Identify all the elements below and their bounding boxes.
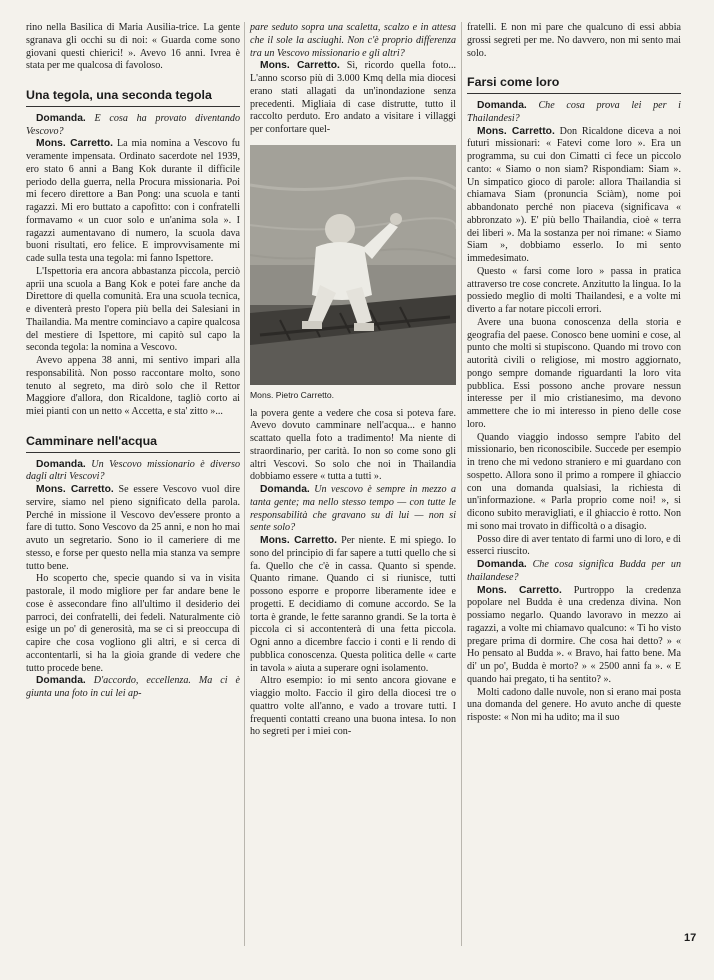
question-label: Domanda. bbox=[477, 559, 527, 570]
answer-label: Mons. Carretto. bbox=[260, 535, 338, 546]
paragraph: Ho scoperto che, specie quando si va in visita pastorale, il modo migliore per far andare bene le cose è assecondare fino all'ultimo il desiderio dei parroci, dei confratelli, dei fedeli. Naturalmente ciò esige un po' di generosità, ma se ci si preoccupa di capire che cosa vogliono gli altri, e si cerca di accontentarli, si ha la gioia grande di vedere che tutto procede bene. bbox=[26, 573, 240, 674]
paragraph: Avevo appena 38 anni, mi sentivo impari alla responsabilità. Non posso raccontare molto, sono tenuto al segreto, ma dirò solo che il Rettor Maggiore d'allora, don Ricaldone, tagliò corto ai miei pianti con un netto « Accetta, e sta' zitto »... bbox=[26, 355, 240, 417]
answer-text: Sì, ricordo quella foto... L'anno scorso più di 3.000 Kmq della mia diocesi erano stati allagati da un'inondazione senza precedenti. Migliaia di case distrutte, tutto il raccolto perduto. Ero andato a visitare i villaggi per confortare quel- bbox=[250, 60, 456, 135]
section-heading: Farsi come loro bbox=[467, 76, 681, 94]
column-divider bbox=[461, 22, 462, 946]
answer-text: Se essere Vescovo vuol dire servire, siamo nel pieno significato della parola. Perché in missione il Vescovo dev'essere pronto a fare di tutto. Sono Vescovo da 25 anni, e non ho mai avuto un segretario. Sono io il cameriere di me stesso, e forse per questo nella mia stanza va sempre tutto bene. bbox=[26, 484, 240, 572]
answer-text: Don Ricaldone diceva a noi futuri missionari: « Fatevi come loro ». Era un programma, su cui don Cimatti ci fece un piccolo canto: « Siamo o non siam? Rispondiam: Siam ». Un simpatico gioco di parole: allora Thailandia si chiamava Siam (pronuncia Sciàm), nome poi abbandonato perché non piaceva (significava « abbronzato »). E' più bello Thailandia, cioè « terra dei liberi ». Ma la sostanza per noi rimane: « Siamo Siam », dobbiamo esserlo. Io mi sento immedesimato. bbox=[467, 125, 681, 264]
paragraph: Altro esempio: io mi sento ancora giovane e viaggio molto. Faccio il giro della diocesi tre o quattro volte all'anno, e vado a trovare tutti. I frequenti contatti creano una buona intesa. Io non ho segreti per i miei con- bbox=[250, 675, 456, 738]
photo-caption: Mons. Pietro Carretto. bbox=[250, 389, 335, 400]
answer-label: Mons. Carretto. bbox=[36, 484, 114, 495]
answer bbox=[26, 138, 240, 266]
paragraph: fratelli. E non mi pare che qualcuno di essi abbia grossi segreti per me. No davvero, non mi sento mai solo. bbox=[467, 22, 681, 59]
answer-continued: la povera gente a vedere che cosa si poteva fare. Avevo dovuto camminare nell'acqua... e hanno scattato quella foto a tradimento! Ma niente di straordinario, per carità. Io non so come sono gli altri Vescovi. So solo che noi in Thailandia dobbiamo essere « tutta a tutti ». bbox=[250, 407, 456, 483]
paragraph: Posso dire di aver tentato di farmi uno di loro, e di esserci riuscito. bbox=[467, 533, 681, 558]
question-label: Domanda. bbox=[36, 112, 86, 124]
answer-label: Mons. Carretto. bbox=[477, 125, 555, 137]
bishop-photo bbox=[250, 145, 456, 385]
column-3 bbox=[467, 22, 681, 725]
question-text: D'accordo, eccellenza. Ma ci è giunta una foto in cui lei ap- bbox=[26, 675, 240, 699]
answer bbox=[467, 585, 681, 687]
photo-illustration bbox=[250, 145, 456, 385]
answer bbox=[250, 60, 456, 137]
question-label: Domanda. bbox=[477, 100, 527, 111]
answer-text: Purtroppo la credenza popolare nel Budda è una credenza divina. Non possiamo negarlo. Quando lavoravo in mezzo ai ragazzi, a volte mi chiamavo qualcuno: « Ti ho visto pregare prima di dormire. Che cosa hai detto? » « Ho pensato al Budda ». « Bravo, hai fatto bene. Ma di' un po', Budda è morto? » « 2500 anni fa ». « E quando hai pregato, ti ha sentito? ». bbox=[467, 584, 681, 685]
question-text: E cosa ha provato diventando Vescovo? bbox=[26, 112, 240, 137]
question-label: Domanda. bbox=[260, 484, 310, 495]
question-label: Domanda. bbox=[36, 675, 86, 687]
question bbox=[26, 459, 240, 485]
column-1 bbox=[26, 22, 240, 701]
column-divider bbox=[244, 22, 245, 946]
paragraph: Molti cadono dalle nuvole, non si erano mai posta una domanda del genere. Ho avuto anche di queste risposte: « Non mi ha udito; ma il suo bbox=[467, 686, 681, 723]
section-heading: Una tegola, una seconda tegola bbox=[26, 89, 240, 107]
paragraph: Quando viaggio indosso sempre l'abito del missionario, ben riconoscibile. Succede per esempio in treno che mi vedono straniero e mi guardano con sospetto. Allora sono il primo a rompere il ghiaccio con una domanda qualsiasi, la richiesta di un'informazione. « Parla proprio come noi! », si dicono subito meravigliati, e il ghiaccio è rotto. Non mi sono mai trovato in difficoltà o a disagio. bbox=[467, 431, 681, 532]
column-2 bbox=[250, 22, 456, 739]
question-label: Domanda. bbox=[36, 458, 86, 470]
paragraph: rino nella Basilica di Maria Ausilia-trice. La gente sgranava gli occhi su di noi: « Guarda come sono giovani questi chierici! ». Avevo 16 anni. Ivrea è stata per me qualcosa di favoloso. bbox=[26, 22, 240, 72]
question bbox=[26, 113, 240, 139]
answer bbox=[467, 126, 681, 266]
question bbox=[26, 675, 240, 701]
question-text: Che cosa prova lei per i Thailandesi? bbox=[467, 100, 681, 124]
question-continued: pare seduto sopra una scaletta, scalzo e in attesa che il sole la asciughi. Non c'è proprio differenza tra un Vescovo missionario e gli altri? bbox=[250, 22, 456, 59]
answer-label: Mons. Carretto. bbox=[477, 584, 562, 596]
page-number: 17 bbox=[684, 932, 697, 944]
answer bbox=[250, 535, 456, 675]
answer-label: Mons. Carretto. bbox=[260, 60, 340, 72]
question-text: Che cosa significa Budda per un thailandese? bbox=[467, 559, 681, 583]
question-text: Un vescovo è sempre in mezzo a tanta gente; ma nello stesso tempo — con tutte le responsabilità che gravano su di lui — non si sente solo? bbox=[250, 484, 456, 534]
answer-text: La mia nomina a Vescovo fu veramente impensata. Ordinato sacerdote nel 1939, ero stato 6 anni a Bang Kok durante il difficile periodo della guerra, nella Procura missionaria. Poi mi fecero direttore a Ban Pong: una scuola e tanti ragazzi. Mi ero buttato a capofitto: con i confratelli formavamo « un cuor solo e un'anima sola ». I ragazzi aumentavano di numero, la scuola dava buoni risultati, ero felice. E improvvisamente mi cade sulla testa una tegola: mi fanno Ispettore. bbox=[26, 138, 240, 264]
question bbox=[467, 100, 681, 126]
answer-label: Mons. Carretto. bbox=[36, 138, 113, 150]
paragraph: L'Ispettoria era ancora abbastanza piccola, perciò aprii una scuola a Bang Kok e potei fare anche da Direttore di quella comunità. Era una scuola tecnica, e diventerà presto l'opera più bella dei Salesiani in Thailandia. Ma mentre cominciavo a capire qualcosa del mestiere di Ispettore, mi capitò sul capo la seconda tegola: la nomina a Vescovo. bbox=[26, 265, 240, 354]
paragraph: Avere una buona conoscenza della storia e geografia del paese. Conosco bene uomini e cose, al punto che molti si stupiscono. Quando mi trovo con autorità civili o religiose, mi mostro aggiornato, pongo sempre domande riguardanti la loro vita pubblica. Essi possono anche provare nessun interesse per il mio cristianesimo, ma devono ammettere che io mi interesso in pieno delle cose loro. bbox=[467, 316, 681, 430]
paragraph: Questo « farsi come loro » passa in pratica attraverso tre cose concrete. Anzitutto la lingua. Io la possiedo meglio di molti Thailandesi, e a volte mi diverto a far notare piccoli errori. bbox=[467, 265, 681, 315]
answer-text: Per niente. E mi spiego. Io sono del principio di far sapere a tutti quello che si fa. Quello che c'è in cassa. Quanto si spende. Quanto rimane. Quando ci si riunisce, tutti possono esporre e proporre liberamente idee e progetti. E decidiamo di comune accordo. Se la torta è grande, le fette saranno grandi. Se la torta è piccola ci si accontenterà di una fetta piccola. Ogni anno a dicembre faccio i conti e li rendo di pubblica conoscenza. Questa politica delle « carte in tavola » aiuta a superare ogni isolamento. bbox=[250, 535, 456, 674]
question bbox=[467, 559, 681, 585]
question bbox=[250, 484, 456, 535]
section-heading: Camminare nell'acqua bbox=[26, 435, 240, 453]
answer bbox=[26, 484, 240, 573]
question-text: Un Vescovo missionario è diverso dagli altri Vescovi? bbox=[26, 458, 240, 483]
